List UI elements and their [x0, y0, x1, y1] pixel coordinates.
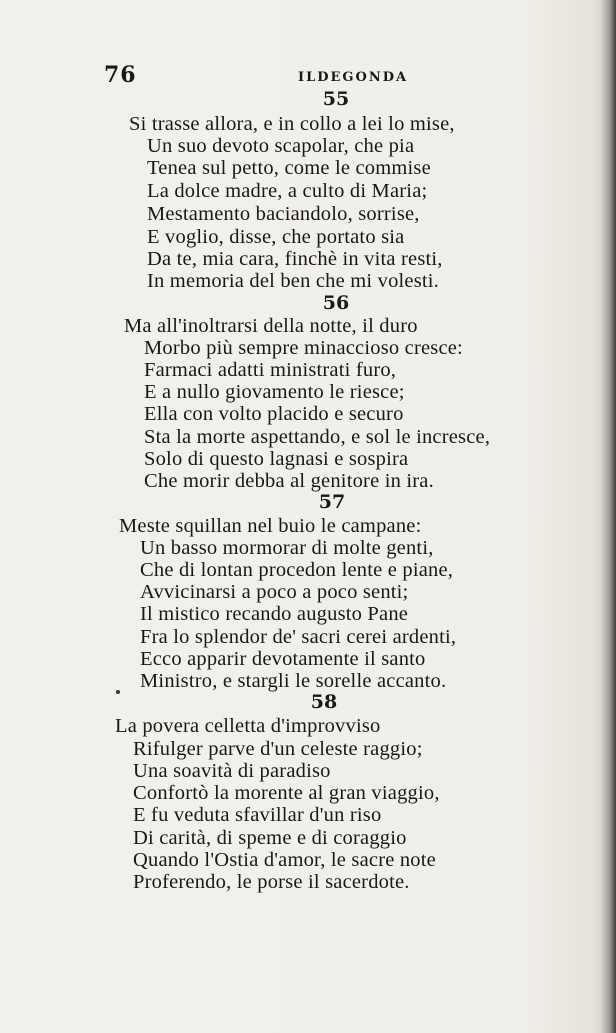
stanza-number: 58: [310, 691, 338, 713]
verse-line: Proferendo, le porse il sacerdote.: [133, 871, 410, 893]
page-edge-shadow: [600, 0, 616, 1033]
verse-line: Un basso mormorar di molte genti,: [140, 537, 434, 559]
stanza-number: 56: [322, 292, 350, 314]
verse-line: Si trasse allora, e in collo a lei lo mise,: [129, 113, 455, 135]
verse-line: Una soavità di paradiso: [133, 760, 331, 782]
verse-line: Fra lo splendor de' sacri cerei ardenti,: [140, 626, 457, 648]
verse-line: Avvicinarsi a poco a poco senti;: [140, 581, 409, 603]
verse-line: Ecco apparir devotamente il santo: [140, 648, 426, 670]
verse-line: Quando l'Ostia d'amor, le sacre note: [133, 849, 436, 871]
running-title: ILDEGONDA: [298, 70, 409, 85]
verse-line: Di carità, di speme e di coraggio: [133, 827, 407, 849]
verse-line: Rifulger parve d'un celeste raggio;: [133, 738, 423, 760]
verse-line: Che di lontan procedon lente e piane,: [140, 559, 454, 581]
verse-line: E a nullo giovamento le riesce;: [144, 381, 405, 403]
verse-line: Un suo devoto scapolar, che pia: [147, 135, 415, 157]
verse-line: Meste squillan nel buio le campane:: [119, 515, 422, 537]
verse-line: Da te, mia cara, finchè in vita resti,: [147, 248, 443, 270]
verse-line: E voglio, disse, che portato sia: [147, 226, 405, 248]
verse-line: Mestamento baciandolo, sorrise,: [147, 203, 420, 225]
verse-line: La povera celletta d'improvviso: [115, 715, 381, 737]
page-number: 76: [104, 62, 137, 88]
stanza-number: 55: [322, 88, 350, 110]
verse-line: Morbo più sempre minaccioso cresce:: [144, 337, 463, 359]
stanza-number: 57: [318, 491, 346, 513]
verse-line: In memoria del ben che mi volesti.: [147, 270, 440, 292]
verse-line: Tenea sul petto, come le commise: [147, 157, 431, 179]
verse-line: Solo di questo lagnasi e sospira: [144, 448, 409, 470]
verse-line: Ma all'inoltrarsi della notte, il duro: [124, 315, 418, 337]
verse-line: La dolce madre, a culto di Maria;: [147, 180, 428, 202]
verse-line: E fu veduta sfavillar d'un riso: [133, 804, 382, 826]
verse-line: Confortò la morente al gran viaggio,: [133, 782, 440, 804]
verse-line: Farmaci adatti ministrati furo,: [144, 359, 397, 381]
verse-line: Che morir debba al genitore in ira.: [144, 470, 434, 492]
verse-line: Ella con volto placido e securo: [144, 403, 404, 425]
verse-line: Ministro, e stargli le sorelle accanto.: [140, 670, 447, 692]
ink-speck: [116, 690, 120, 694]
verse-line: Il mistico recando augusto Pane: [140, 603, 409, 625]
verse-line: Sta la morte aspettando, e sol le incresce,: [144, 426, 491, 448]
